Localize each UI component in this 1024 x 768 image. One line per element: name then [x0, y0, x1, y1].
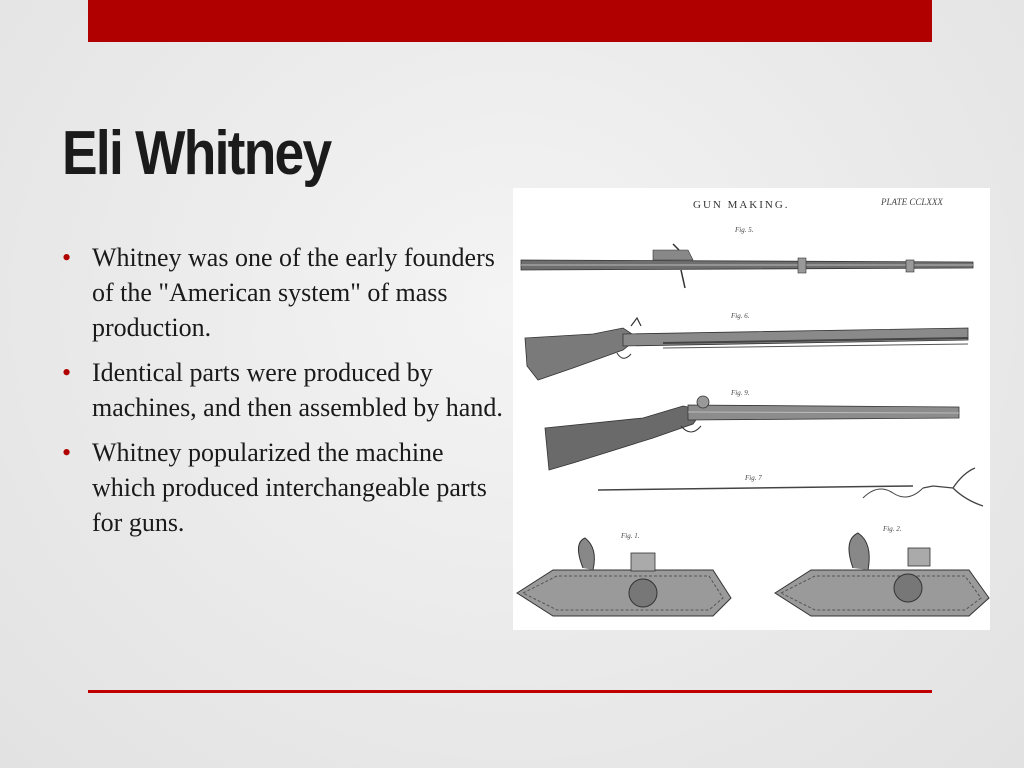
bullet-text: Identical parts were produced by machines, and then assembled by hand.	[92, 358, 503, 422]
gun-making-engraving	[513, 188, 990, 630]
fig-label: Fig. 9.	[731, 389, 750, 397]
musket-barrel-fig5	[521, 226, 973, 288]
bullet-item	[62, 355, 507, 425]
rifle-stock-fig6	[525, 312, 968, 380]
fig-label: Fig. 1.	[621, 532, 640, 540]
lock-plate-fig1	[517, 532, 731, 616]
fig-label: Fig. 7	[745, 474, 762, 482]
bullet-list	[62, 240, 507, 550]
fig-label: Fig. 2.	[883, 525, 902, 533]
slide-title: Eli Whitney	[62, 119, 331, 188]
top-accent-bar	[88, 0, 932, 42]
bullet-text: Whitney popularized the machine which produced interchangeable parts for guns.	[92, 438, 487, 537]
flintlock-rifle-fig9	[545, 389, 959, 470]
engraving-heading: GUN MAKING.	[693, 199, 790, 211]
fig-label: Fig. 6.	[731, 312, 750, 320]
bullet-text: Whitney was one of the early founders of the "American system" of mass production.	[92, 243, 495, 342]
bullet-item	[62, 240, 507, 345]
bottom-divider-line	[88, 690, 932, 693]
bullet-item	[62, 435, 507, 540]
lock-plate-fig2	[775, 525, 989, 616]
bullet-icon: •	[62, 358, 72, 387]
fig-label: Fig. 5.	[735, 226, 754, 234]
engraving-plate-label: PLATE CCLXXX	[881, 197, 943, 207]
ramrod-tool-fig7	[598, 468, 983, 506]
bullet-icon: •	[62, 438, 72, 467]
bullet-icon: •	[62, 243, 72, 272]
